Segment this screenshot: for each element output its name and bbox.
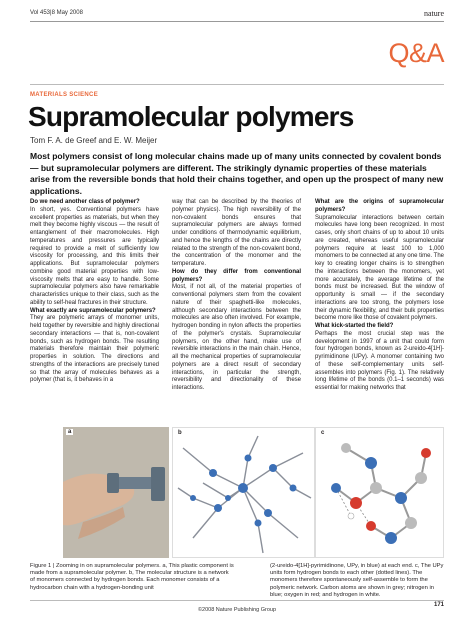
text-column-1 bbox=[30, 199, 159, 385]
body-paragraph: They are polymeric arrays of monomer units, held together by reversible and highly directional secondary interactions — that is, non-covalent bonds, such as hydrogen bonds. The resulting materials therefore maintain their polymeric properties in solution. The directions and strengths of the interactions are precisely tuned so that the array of molecules behaves as a polymer (that is, it behaves in a bbox=[30, 315, 159, 384]
body-paragraph: Supramolecular interactions between certain molecules have long been recognized. In most cases, only short chains of up to about 10 units are created, whereas useful supramolecular polymers require at least 100 to 1,000 monomers to be connected at any one time. The key to creating longer chains is to strengthen the interactions between the monomers, yet more accurately, the average lifetime of the bonds must be increased. But the window of opportunity is small — if the secondary interactions are too strong, the polymers lose their dynamic flexibility, and their bulk properties become more like those of covalent polymers. bbox=[315, 214, 444, 322]
article-title: Supramolecular polymers bbox=[28, 101, 354, 132]
section-heading: What exactly are supramolecular polymers? bbox=[30, 307, 156, 314]
polymer-network-illustration bbox=[173, 428, 316, 559]
text-column-2 bbox=[172, 199, 301, 393]
figure-caption-right: (2-ureido-4[1H]-pyrimidinone, UPy, in blue) at each end. c, The UPy units form hydrogen bonds to each other (dotted lines). The monomers therefore spontaneously self-assemble to form the polymeric network. Carbon atoms are shown in grey; nitrogen in blue; oxygen in red; and hydrogen in white. bbox=[270, 563, 444, 598]
volume-info: Vol 453|8 May 2008 bbox=[30, 10, 83, 16]
panel-c-label: c bbox=[321, 430, 325, 436]
body-paragraph: Most, if not all, of the material properties of conventional polymers stem from the covalent nature of their spaghetti-like molecules, although secondary interactions between the molecules are also often involved. For example, hydrogen bonding in nylon affects the properties of the polymer's crystals. Supramolecular polymers, on the other hand, make use of reversible interactions in the main chain. Hence, all the mechanical properties of supramolecular polymers are a direct result of secondary interactions, in particular the strength, reversibility and directionality of these interactions. bbox=[172, 284, 301, 391]
journal-name: nature bbox=[424, 9, 444, 18]
text-column-3 bbox=[315, 199, 444, 393]
section-heading: What are the origins of supramolecular polymers? bbox=[315, 199, 444, 213]
figure-caption-left: Figure 1 | Zooming in on supramolecular polymers. a, This plastic component is made from a supramolecular polymer. b, The molecular structure is a network of monomers connected by hydrogen bonds. Each monomer consists of a hydrocarbon chain with a hydrogen-bonding unit bbox=[30, 563, 234, 591]
page-number: 171 bbox=[433, 602, 444, 608]
body-paragraph: In short, yes. Conventional polymers have excellent properties as materials, but when they melt they become highly viscous — the result of entanglement of their macromolecules. High temperatures and pressures are typically required to provide a melt of sufficiently low viscosity for processing, and this limits their applications. But supramolecular polymers combine good material properties with low-viscosity melts that are easy to handle. Some supramolecular polymers also have remarkable characteristics unique to their class, such as the ability to self-heal fractures in their structure. bbox=[30, 206, 159, 306]
figure-panel-c bbox=[315, 427, 444, 558]
section-heading: Do we need another class of polymer? bbox=[30, 199, 140, 205]
section-heading: What kick-started the field? bbox=[315, 323, 394, 329]
standfirst: Most polymers consist of long molecular chains made up of many units connected by covalent bonds — but supramolecular polymers are different. The strikingly dynamic properties of these materials arise from the reversible bonds that hold their chains together, and open up the prospect of many new applications. bbox=[30, 151, 444, 196]
qa-badge: Q&A bbox=[388, 38, 444, 68]
body-paragraph: way that can be described by the theories of polymer physics). The high reversibility of the non-covalent bonds ensures that supramolecular polymers are always formed under conditions of thermodynamic equilibrium, and hence the lengths of the chains are directly related to the strength of the non-covalent bond, the concentration of the monomer and the temperature. bbox=[172, 199, 301, 267]
section-label: MATERIALS SCIENCE bbox=[30, 92, 98, 98]
section-rule bbox=[30, 84, 444, 85]
section-heading: How do they differ from conventional polymers? bbox=[172, 268, 301, 283]
panel-a-label: a bbox=[68, 429, 72, 435]
header-rule bbox=[30, 21, 444, 22]
hydrogen-bonding-model bbox=[316, 428, 445, 559]
footer-rule bbox=[30, 600, 444, 601]
figure-panel-a bbox=[63, 427, 169, 558]
plastic-component-photo bbox=[63, 427, 169, 558]
figure-panel-b bbox=[172, 427, 315, 558]
panel-b-label: b bbox=[178, 430, 182, 436]
copyright-notice: ©2008 Nature Publishing Group bbox=[197, 607, 277, 613]
article-authors: Tom F. A. de Greef and E. W. Meijer bbox=[30, 136, 158, 145]
body-paragraph: Perhaps the most crucial step was the development in 1997 of a unit that could form four hydrogen bonds, known as 2-ureido-4[1H]-pyrimidinone (UPy). A monomer containing two of these self-complementary units self-assembles into polymers (Fig. 1). The relatively long lifetime of the bonds (0.1–1 seconds) was essential for making networks that bbox=[315, 330, 444, 391]
